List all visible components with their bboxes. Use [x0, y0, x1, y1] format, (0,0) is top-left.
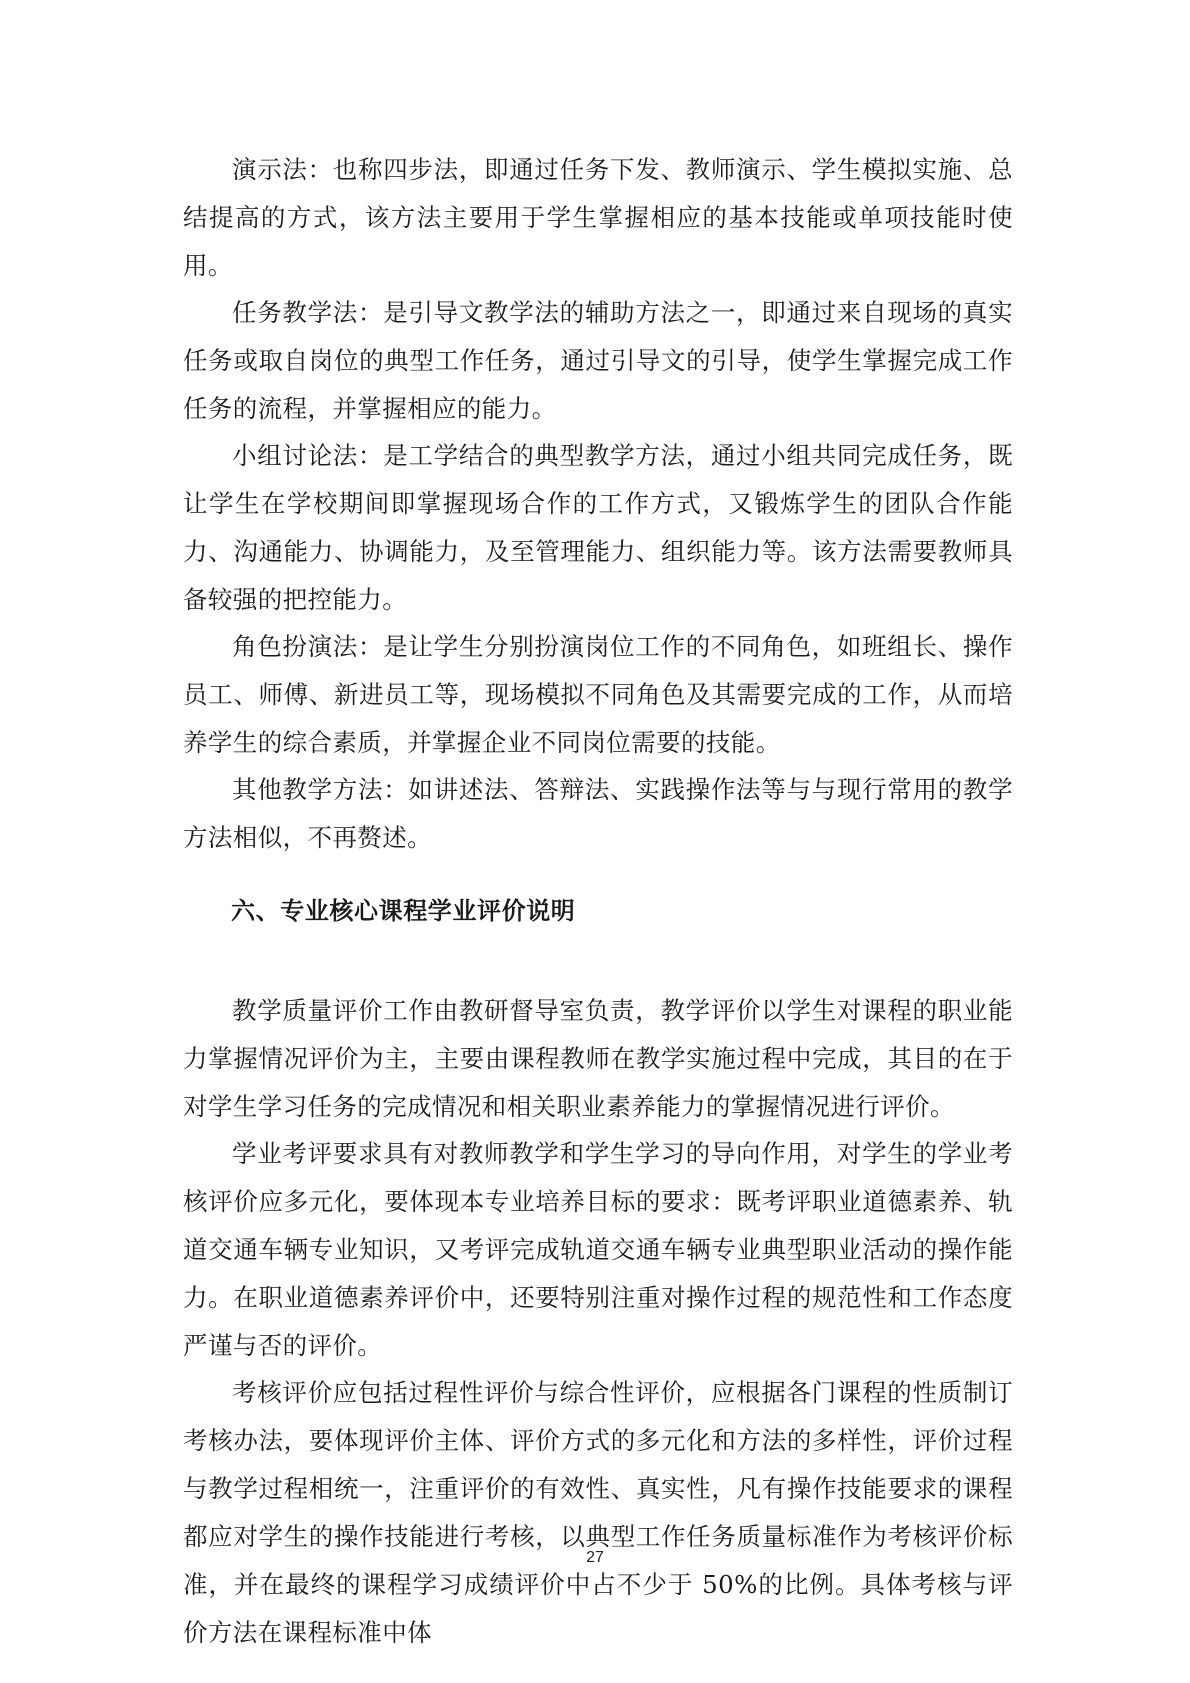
paragraph-assessment-evaluation: 考核评价应包括过程性评价与综合性评价，应根据各门课程的性质制订考核办法，要体现评价主体、评价方式的多元化和方法的多样性，评价过程与教学过程相统一，注重评价的有效性、真实性，凡有操作技能要求的课程都应对学生的操作技能进行考核，以典型工作任务质量标准作为考核评价标准，并在最终的课程学习成绩评价中占不少于 50%的比例。具体考核与评价方法在课程标准中体 — [183, 1378, 1013, 1647]
page-content — [183, 146, 1013, 1656]
paragraph-group-discussion-method: 小组讨论法：是工学结合的典型教学方法，通过小组共同完成任务，既让学生在学校期间即掌握现场合作的工作方式，又锻炼学生的团队合作能力、沟通能力、协调能力，及至管理能力、组织能力等。该方法需要教师具备较强的把控能力。 — [183, 441, 1013, 614]
paragraph-other-methods: 其他教学方法：如讲述法、答辩法、实践操作法等与与现行常用的教学方法相似，不再赘述。 — [183, 775, 1013, 852]
page-number: 27 — [586, 1549, 604, 1566]
section-heading: 六、专业核心课程学业评价说明 — [231, 897, 576, 925]
paragraph-academic-assessment: 学业考评要求具有对教师教学和学生学习的导向作用，对学生的学业考核评价应多元化，要体现本专业培养目标的要求：既考评职业道德素养、轨道交通车辆专业知识，又考评完成轨道交通车辆专业典型职业活动的操作能力。在职业道德素养评价中，还要特别注重对操作过程的规范性和工作态度严谨与否的评价。 — [183, 1139, 1013, 1360]
paragraph-task-teaching-method: 任务教学法：是引导文教学法的辅助方法之一，即通过来自现场的真实任务或取自岗位的典型工作任务，通过引导文的引导，使学生掌握完成工作任务的流程，并掌握相应的能力。 — [183, 298, 1013, 423]
paragraph-demonstration-method: 演示法：也称四步法，即通过任务下发、教师演示、学生模拟实施、总结提高的方式，该方法主要用于学生掌握相应的基本技能或单项技能时使用。 — [183, 155, 1013, 280]
paragraph-role-play-method: 角色扮演法：是让学生分别扮演岗位工作的不同角色，如班组长、操作员工、师傅、新进员工等，现场模拟不同角色及其需要完成的工作，从而培养学生的综合素质，并掌握企业不同岗位需要的技能。 — [183, 632, 1013, 757]
paragraph-quality-evaluation: 教学质量评价工作由教研督导室负责，教学评价以学生对课程的职业能力掌握情况评价为主，主要由课程教师在教学实施过程中完成，其目的在于对学生学习任务的完成情况和相关职业素养能力的掌握情况进行评价。 — [183, 996, 1013, 1121]
